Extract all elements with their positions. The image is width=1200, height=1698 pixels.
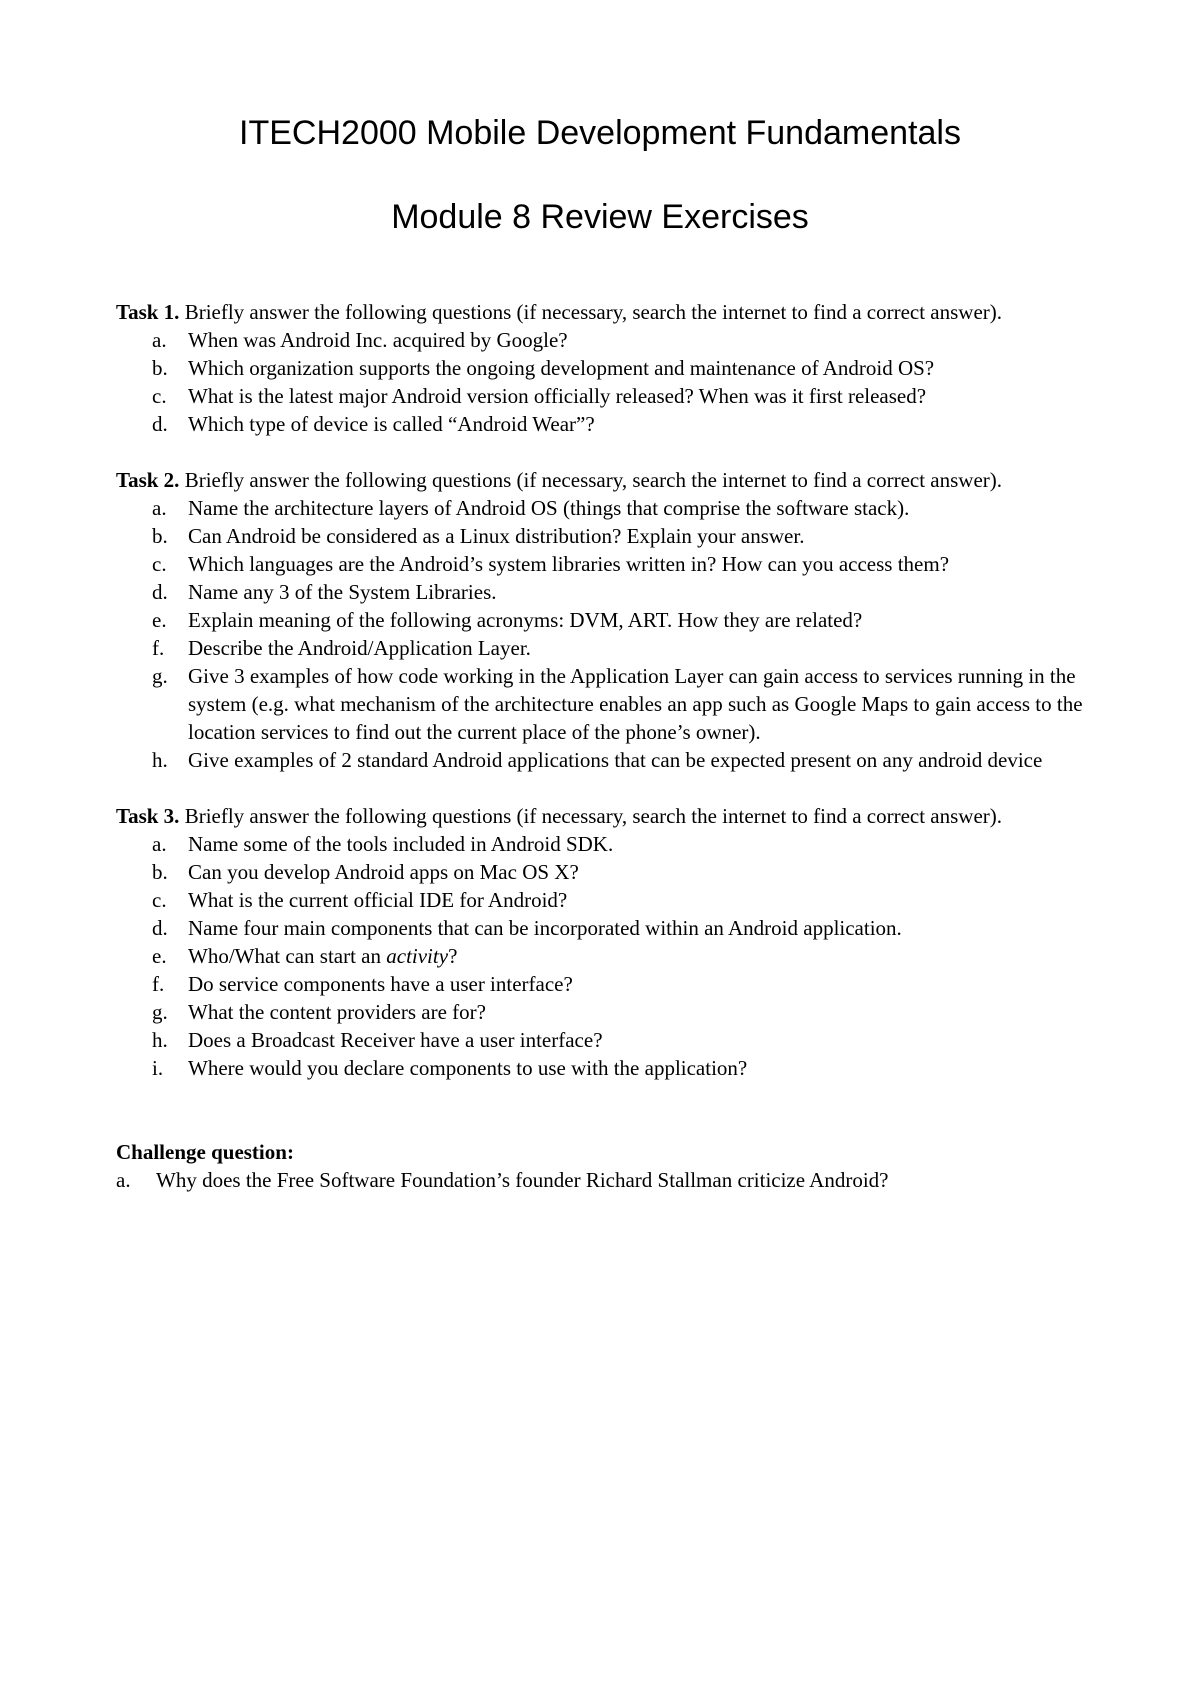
question-item bbox=[116, 550, 1096, 578]
question-text: Which type of device is called “Android Wear”? bbox=[188, 412, 595, 436]
question-text: Name the architecture layers of Android OS (things that comprise the software stack). bbox=[188, 496, 910, 520]
task-label: Task 1. bbox=[116, 300, 180, 324]
question-letter: a. bbox=[152, 832, 167, 856]
question-item bbox=[116, 858, 1096, 886]
question-letter: c. bbox=[152, 552, 167, 576]
question-letter: a. bbox=[152, 328, 167, 352]
question-list bbox=[116, 1166, 1096, 1194]
question-text bbox=[188, 944, 457, 968]
question-text: Why does the Free Software Foundation’s founder Richard Stallman criticize Android? bbox=[156, 1168, 889, 1192]
question-item bbox=[116, 522, 1096, 550]
question-letter: c. bbox=[152, 888, 167, 912]
question-item bbox=[116, 634, 1096, 662]
question-item bbox=[116, 1026, 1096, 1054]
question-text: What is the latest major Android version officially released? When was it first released? bbox=[188, 384, 927, 408]
question-item bbox=[116, 354, 1096, 382]
question-letter: b. bbox=[152, 356, 168, 380]
question-letter: c. bbox=[152, 384, 167, 408]
question-item bbox=[116, 326, 1096, 354]
question-item bbox=[116, 970, 1096, 998]
question-text: Name four main components that can be incorporated within an Android application. bbox=[188, 916, 902, 940]
question-item bbox=[116, 494, 1096, 522]
question-letter: b. bbox=[152, 860, 168, 884]
task-instruction: Briefly answer the following questions (if necessary, search the internet to find a correct answer). bbox=[179, 468, 1003, 492]
task-2 bbox=[116, 466, 1096, 774]
question-item bbox=[116, 1166, 1096, 1194]
question-item bbox=[116, 662, 1096, 746]
question-list bbox=[116, 830, 1096, 1082]
task-3 bbox=[116, 802, 1096, 1082]
question-letter: f. bbox=[152, 972, 165, 996]
task-1 bbox=[116, 298, 1096, 438]
question-letter: e. bbox=[152, 944, 167, 968]
question-text: Does a Broadcast Receiver have a user interface? bbox=[188, 1028, 603, 1052]
question-letter: g. bbox=[152, 1000, 168, 1024]
task-intro bbox=[116, 298, 1096, 326]
question-text: Which organization supports the ongoing development and maintenance of Android OS? bbox=[188, 356, 935, 380]
question-text: Describe the Android/Application Layer. bbox=[188, 636, 531, 660]
question-text: Name any 3 of the System Libraries. bbox=[188, 580, 497, 604]
question-list bbox=[116, 494, 1096, 774]
question-item bbox=[116, 942, 1096, 970]
question-item bbox=[116, 914, 1096, 942]
question-text: Do service components have a user interface? bbox=[188, 972, 573, 996]
task-instruction: Briefly answer the following questions (if necessary, search the internet to find a correct answer). bbox=[179, 300, 1003, 324]
question-item bbox=[116, 746, 1096, 774]
document-body bbox=[116, 298, 1096, 1194]
question-text: Can you develop Android apps on Mac OS X? bbox=[188, 860, 579, 884]
question-text: Can Android be considered as a Linux distribution? Explain your answer. bbox=[188, 524, 805, 548]
task-instruction: Briefly answer the following questions (if necessary, search the internet to find a correct answer). bbox=[179, 804, 1003, 828]
question-list bbox=[116, 326, 1096, 438]
challenge-heading: Challenge question: bbox=[116, 1140, 294, 1164]
question-text: Give examples of 2 standard Android applications that can be expected present on any android device bbox=[188, 748, 1043, 772]
question-letter: b. bbox=[152, 524, 168, 548]
question-text: When was Android Inc. acquired by Google? bbox=[188, 328, 568, 352]
question-letter: e. bbox=[152, 608, 167, 632]
question-letter: a. bbox=[116, 1168, 131, 1192]
document-title: ITECH2000 Mobile Development Fundamentals bbox=[239, 114, 961, 152]
task-intro bbox=[116, 466, 1096, 494]
question-letter: f. bbox=[152, 636, 165, 660]
question-item bbox=[116, 382, 1096, 410]
question-item bbox=[116, 886, 1096, 914]
question-text: Give 3 examples of how code working in the Application Layer can gain access to services running in the system (e.g. what mechanism of the architecture enables an app such as Google Maps to gain access to the location services to find out the current place of the phone’s owner). bbox=[188, 664, 1083, 744]
question-letter: d. bbox=[152, 412, 168, 436]
task-intro bbox=[116, 802, 1096, 830]
challenge-section bbox=[116, 1138, 1096, 1194]
question-letter: h. bbox=[152, 1028, 168, 1052]
question-letter: d. bbox=[152, 580, 168, 604]
question-text: What the content providers are for? bbox=[188, 1000, 486, 1024]
question-item bbox=[116, 830, 1096, 858]
question-letter: g. bbox=[152, 664, 168, 688]
document-subtitle: Module 8 Review Exercises bbox=[391, 198, 809, 236]
question-letter: d. bbox=[152, 916, 168, 940]
question-letter: h. bbox=[152, 748, 168, 772]
question-text-before: Who/What can start an bbox=[188, 944, 387, 968]
question-text: Where would you declare components to use with the application? bbox=[188, 1056, 748, 1080]
question-item bbox=[116, 1054, 1096, 1082]
question-text-after: ? bbox=[448, 944, 458, 968]
question-item bbox=[116, 410, 1096, 438]
question-letter: i. bbox=[152, 1056, 164, 1080]
question-text: What is the current official IDE for Android? bbox=[188, 888, 568, 912]
question-text: Name some of the tools included in Android SDK. bbox=[188, 832, 614, 856]
question-item bbox=[116, 606, 1096, 634]
task-label: Task 3. bbox=[116, 804, 180, 828]
question-text-italic: activity bbox=[386, 944, 449, 968]
question-letter: a. bbox=[152, 496, 167, 520]
question-text: Explain meaning of the following acronyms: DVM, ART. How they are related? bbox=[188, 608, 863, 632]
question-item bbox=[116, 578, 1096, 606]
question-item bbox=[116, 998, 1096, 1026]
task-label: Task 2. bbox=[116, 468, 180, 492]
question-text: Which languages are the Android’s system libraries written in? How can you access them? bbox=[188, 552, 950, 576]
